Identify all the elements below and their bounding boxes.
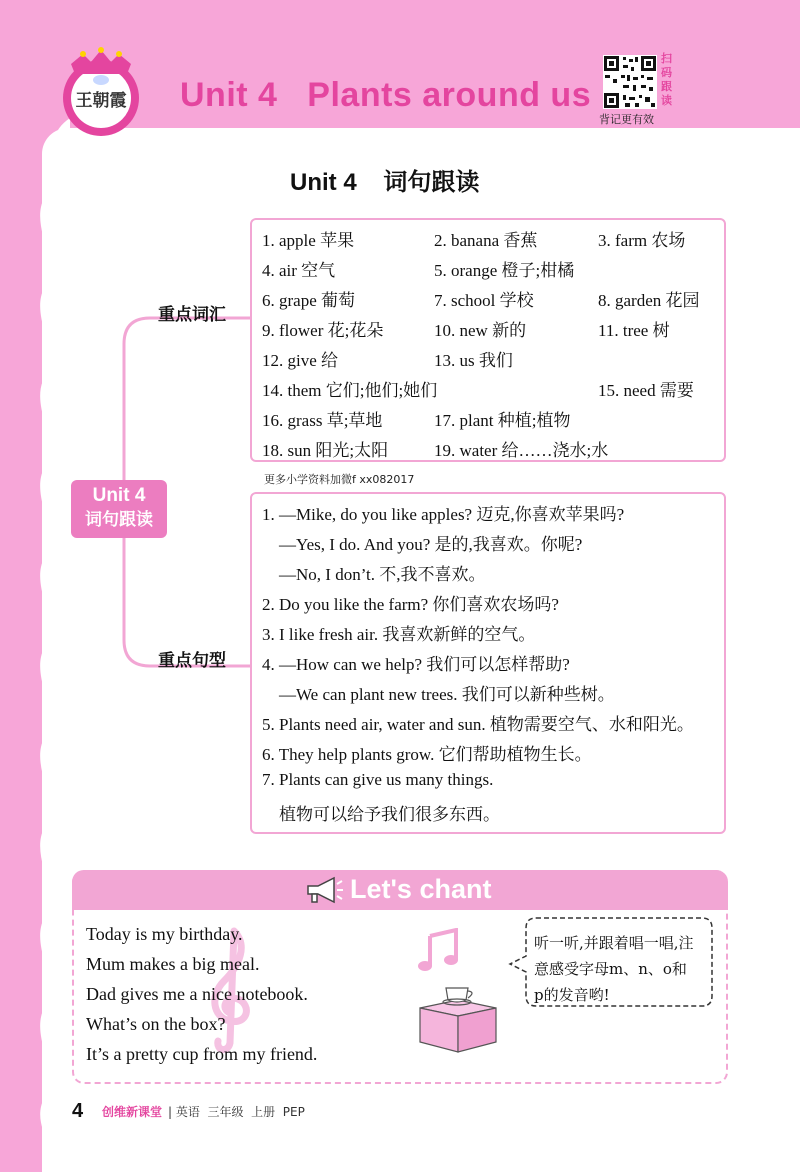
page-number: 4 [72, 1100, 84, 1122]
vocab-item: 2. banana 香蕉 [434, 231, 538, 250]
mindmap-root [71, 480, 167, 538]
vocab-item: 5. orange 橙子;柑橘 [434, 261, 575, 280]
branch-vocab-label: 重点词汇 [158, 305, 226, 325]
qr-side-label: 扫 码 跟 读 [661, 52, 672, 107]
vocab-item: 16. grass 草;草地 [262, 411, 383, 430]
megaphone-icon [304, 874, 344, 906]
chant-line: It’s a pretty cup from my friend. [86, 1044, 318, 1064]
page-title: Unit 4 Plants around us [180, 76, 592, 114]
qr-code-icon[interactable] [603, 55, 657, 109]
sentence-line: —No, I don’t. 不,我不喜欢。 [262, 565, 486, 584]
vocab-item: 17. plant 种植;植物 [434, 411, 571, 430]
branch-sentences-label: 重点句型 [158, 651, 226, 671]
vocab-item: 15. need 需要 [598, 381, 694, 400]
chant-line: What’s on the box? [86, 1014, 226, 1034]
sentence-line: 4. —How can we help? 我们可以怎样帮助? [262, 655, 570, 674]
vocab-item: 14. them 它们;他们;她们 [262, 381, 438, 400]
sentence-line: 7. Plants can give us many things. [262, 770, 494, 789]
vocab-item: 4. air 空气 [262, 261, 336, 280]
section-title: Unit 4 词句跟读 [290, 169, 480, 196]
speech-bubble-text: 听一听,并跟着唱一唱,注意感受字母m、n、o和p的发音哟! [534, 934, 694, 1004]
vocab-item: 18. sun 阳光;太阳 [262, 441, 389, 460]
vocab-item: 9. flower 花;花朵 [262, 321, 384, 340]
root-line1: Unit 4 [92, 485, 146, 506]
sentence-line: 5. Plants need air, water and sun. 植物需要空气、水和阳光。 [262, 715, 694, 734]
sentence-line: 植物可以给予我们很多东西。 [262, 805, 500, 824]
footer-book-info: | 英语 三年级 上册 PEP [168, 1105, 305, 1119]
brand-logo [57, 40, 145, 140]
vocab-box [250, 218, 726, 462]
sentence-line: 2. Do you like the farm? 你们喜欢农场吗? [262, 595, 559, 614]
root-line2: 词句跟读 [85, 510, 153, 530]
vocab-item: 13. us 我们 [434, 351, 513, 370]
music-note-icon [416, 928, 464, 974]
sentence-line: 1. —Mike, do you like apples? 迈克,你喜欢苹果吗? [262, 505, 625, 524]
vocab-item: 19. water 给……浇水;水 [434, 441, 609, 460]
sentence-line: 3. I like fresh air. 我喜欢新鲜的空气。 [262, 625, 536, 644]
vocab-item: 12. give 给 [262, 351, 339, 370]
qr-caption: 背记更有效 [599, 113, 654, 126]
wavy-edge [30, 118, 70, 1172]
watermark-text: 更多小学资料加微f xx082017 [264, 473, 415, 486]
vocab-item: 6. grape 葡萄 [262, 291, 356, 310]
sentence-line: —We can plant new trees. 我们可以新种些树。 [262, 685, 615, 704]
vocab-item: 7. school 学校 [434, 291, 534, 310]
chant-title: Let's chant [350, 874, 492, 904]
footer-brand: 创维新课堂 [102, 1105, 163, 1119]
vocab-item: 3. farm 农场 [598, 231, 686, 250]
sentence-line: —Yes, I do. And you? 是的,我喜欢。你呢? [262, 535, 583, 554]
logo-text: 王朝霞 [75, 91, 127, 111]
vocab-item: 8. garden 花园 [598, 291, 700, 310]
chant-line: Mum makes a big meal. [86, 954, 260, 974]
vocab-item: 11. tree 树 [598, 321, 670, 340]
sentence-line: 6. They help plants grow. 它们帮助植物生长。 [262, 745, 592, 764]
chant-line: Today is my birthday. [86, 924, 243, 944]
vocab-item: 10. new 新的 [434, 321, 527, 340]
vocab-item: 1. apple 苹果 [262, 231, 355, 250]
chant-line: Dad gives me a nice notebook. [86, 984, 308, 1004]
sentences-box [250, 492, 726, 834]
gift-box-with-cup-icon [412, 978, 502, 1056]
